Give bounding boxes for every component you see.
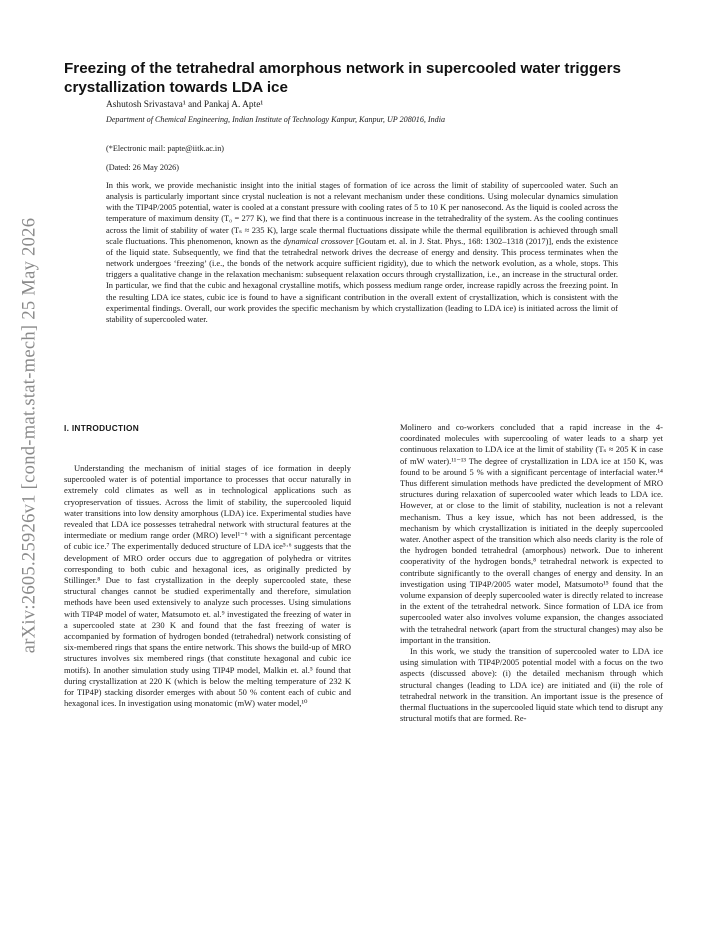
body-column-left: Understanding the mechanism of initial stages of ice formation in deeply supercooled water is of potential importance to processes that occur naturally in extremely cold climates as well as in technological applications such as cryopreservation of tissues. Across the limit of stability, the supercooled liquid water transitions into low density amorphous (LDA) ice. Experimental studies have revealed that LDA ice possesses tetrahedral network with structural features at the intermediate or medium range order (MRO) level¹⁻⁶ with a significant percentage of cubic ice.⁷ The experimentally deduced structure of LDA ice⁵·⁶ suggests that the development of MRO order occurs due to aggregation of polyhedra or vitrites corresponding to both cubic and hexagonal ices, as originally predicted by Stillinger.⁸ Due to fast crystallization in the deeply supercooled state, these structural changes cannot be studied experimentally and therefore, simulation methods have been used extensively to analyze such processes. Using simulations with TIP4P model of water, Matsumoto et. al.⁹ investigated the freezing of water in a supercooled state at 230 K and found that the fast freezing of water is accompanied by formation of hydrogen bonded (tetrahedral) network consisting of six-membered rings that spans the entire network. This shows the build-up of MRO structures involves six membered rings (that constitute hexagonal and cubic ice motifs). In another simulation study using TIP4P model, Malkin et. al.⁵ found that during crystallization at 220 K (which is below the melting temperature of 232 K for TIP4P) stacking disorder emerges with about 50 % content each of cubic and hexagonal ices. In investigation using monatomic (mW) water model,¹⁰ <box>64 463 351 709</box>
body-paragraph: Molinero and co-workers concluded that a rapid increase in the 4-coordinated molecules with supercooling of water leads to a sharp yet continuous relaxation to LDA ice at the limit of stability (Tₛ ≈ 205 K in case of mW water).¹¹⁻¹³ The degree of crystallization in LDA ice at 150 K, was found to be around 5 % with a significant percentage of interfacial water.¹⁴ Thus different simulation methods have predicted the development of MRO structures during relaxation of supercooled water which leads to LDA ice. However, at or close to the limit of stability, nucleation is not a relevant mechanism. Thus a key issue, which has not been addressed, is the mechanism by which crystallization is initiated in the deeply supercooled water. Another aspect of the transition which also needs clarity is the role of the hydrogen bonded tetrahedral (amorphous) network. Due to inherent cooperativity of the hydrogen bonds,⁸ tetrahedral network is expected to contribute significantly to the overall changes of energy and density. In an investigation using TIP4P/2005 water model, Matsumoto¹⁵ found that the volume expansion of deeply supercooled water is directly related to increase in the extent of the tetrahedral network. Since formation of LDA ice from supercooled water also involves volume expansion, the changes associated with the tetrahedral network (apart from the structural changes) may also be important in the transition. <box>400 422 663 645</box>
arxiv-identifier-stamp <box>10 190 50 680</box>
body-paragraph: In this work, we study the transition of supercooled water to LDA ice using simulation with TIP4P/2005 potential model with a focus on the two aspects (discussed above): (i) the detailed mechanism through which structural changes (leading to LDA ice) are initiated and (ii) the role of tetrahedral network in the transition. An important issue is the presence of thermal fluctuations in the supercooled liquid state which tend to disrupt any structural motifs that are formed. Re- <box>400 646 663 724</box>
abstract-part-1: In this work, we provide mechanistic insight into the initial stages of formation of ice across the limit of stability of supercooled water. Such an analysis is particularly important since crystal nucleation is not a relevant mechanism under these conditions. Using molecular dynamics simulation with the TIP4P/2005 potential, water is cooled at a constant pressure with cooling rates of 5 to 10 K per nanosecond. As the liquid is cooled across the temperature of maximum density (T₀ = 277 K), we find that there is a continuous increase in the tetrahedrality of the system. As the cooling continues across the limit of stability of water (Tₛ ≈ 235 K), large scale thermal fluctuations dissipate while the thermal equilibration is achieved through small scale fluctuations. This phenomenon, known as the <box>106 180 618 246</box>
paper-affiliation: Department of Chemical Engineering, Indian Institute of Technology Kanpur, Kanpur, UP 208016, India <box>106 115 446 124</box>
paper-title: Freezing of the tetrahedral amorphous network in supercooled water triggers crystallization towards LDA ice <box>64 60 621 96</box>
paper-date: (Dated: 26 May 2026) <box>106 163 179 172</box>
section-heading-introduction: I. INTRODUCTION <box>64 423 140 433</box>
abstract <box>106 180 618 325</box>
abstract-emphasis: dynamical crossover <box>283 235 354 246</box>
abstract-part-2: [Goutam et. al. in J. Stat. Phys., 168: 1302–1318 (2017)], ends the existence of the liquid state. Subsequently, we find that the tetrahedral network drives the decrease of energy and density. This process terminates when the network undergoes ‘freezing’ (i.e., the bonds of the network acquire sufficient rigidity), due to which the network evolution, as a whole, stops. This triggers a qualitative change in the relaxation mechanism: subsequent relaxation occurs through crystallization, i.e., an increase in the structural order. In particular, we find that the cubic and hexagonal crystalline motifs, which possess medium range order, increase rapidly across the freezing point. In the resulting LDA ice states, cubic ice is found to have a significant contribution in the overall extent of crystallization, which is consistent with the experimental findings. Overall, our work provides the specific mechanism by which crystallization (leading to LDA ice) is initiated across the limit of stability of supercooled water. <box>106 235 619 324</box>
paper-email: (*Electronic mail: papte@iitk.ac.in) <box>106 144 225 153</box>
body-column-right <box>400 422 663 724</box>
paper-authors: Ashutosh Srivastava¹ and Pankaj A. Apte¹ <box>106 100 264 110</box>
arxiv-stamp-text: arXiv:2605.25926v1 [cond-mat.stat-mech] 25 May 2026 <box>19 217 40 653</box>
